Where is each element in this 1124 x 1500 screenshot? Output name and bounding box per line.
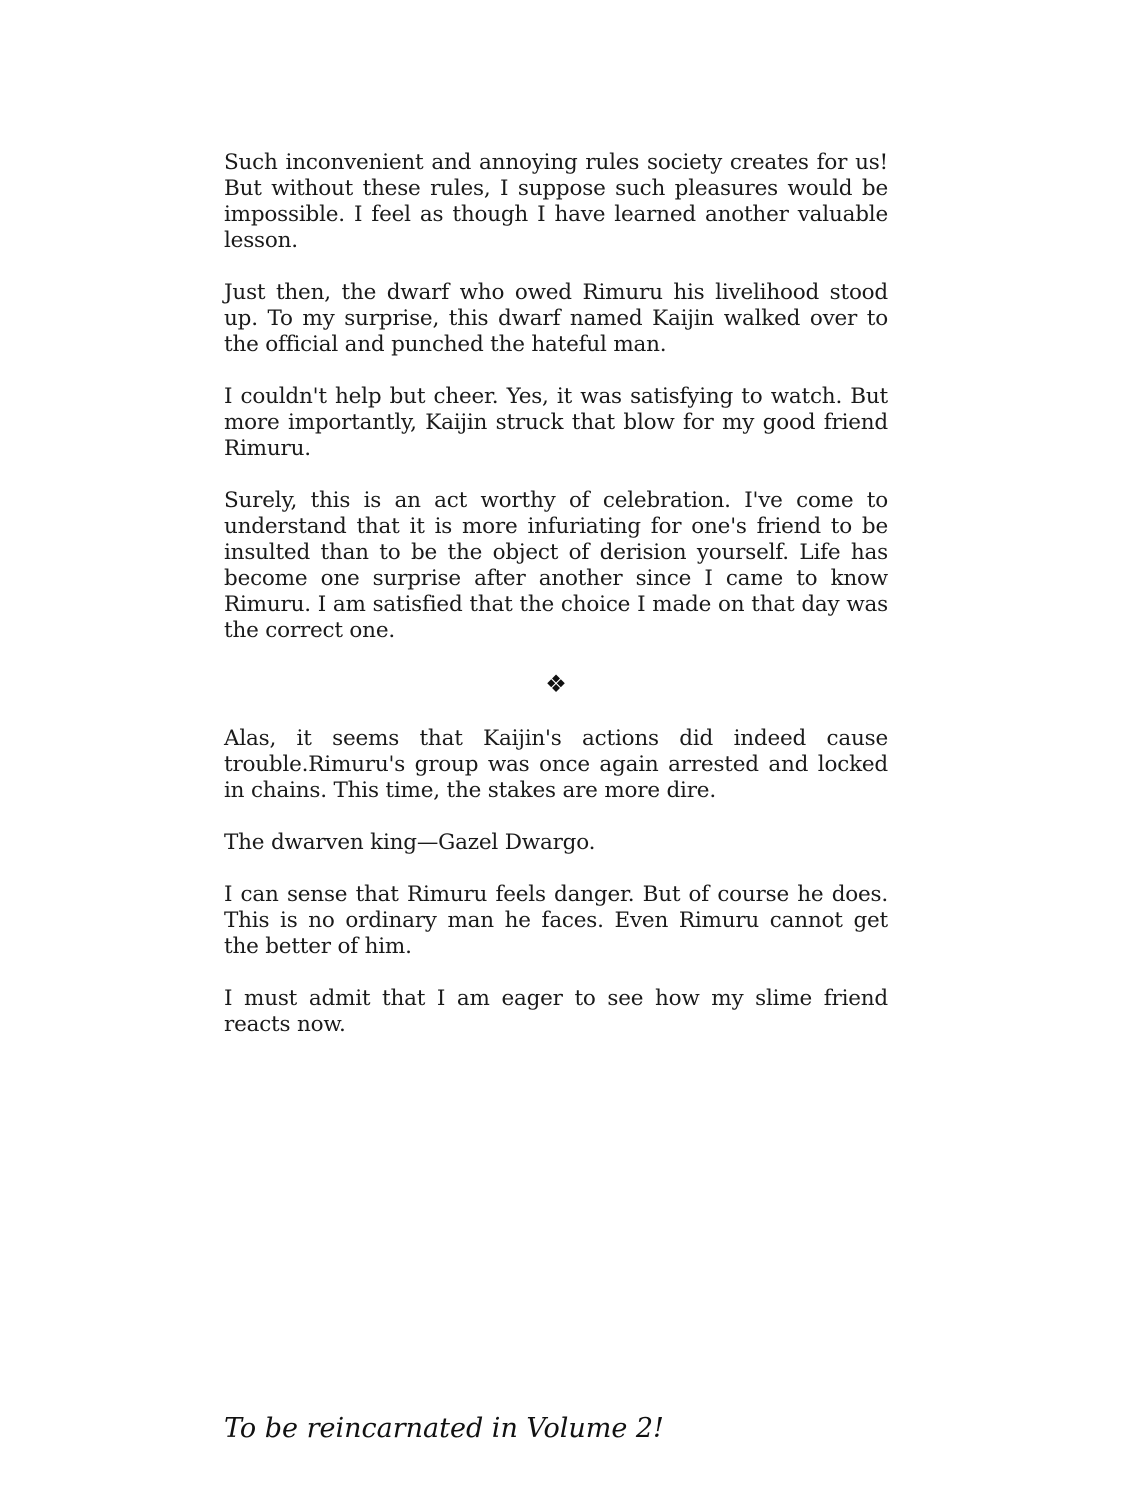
paragraph: I can sense that Rimuru feels danger. But of course he does. This is no ordinary man he faces. Even Rimuru cannot get the better of him. <box>224 882 888 959</box>
section-divider-icon: ❖ <box>545 670 567 698</box>
paragraph: I couldn't help but cheer. Yes, it was satisfying to watch. But more importantly, Kaijin struck that blow for my good friend Rimuru. <box>224 384 888 461</box>
paragraph: The dwarven king—Gazel Dwargo. <box>224 830 596 855</box>
closing-line: To be reincarnated in Volume 2! <box>224 1413 664 1444</box>
page-body <box>224 150 888 1064</box>
paragraph: Surely, this is an act worthy of celebration. I've come to understand that it is more infuriating for one's friend to be insulted than to be the object of derision yourself. Life has become one surprise after another since I came to know Rimuru. I am satisfied that the choice I made on that day was the correct one. <box>224 488 888 643</box>
paragraph: I must admit that I am eager to see how my slime friend reacts now. <box>224 986 888 1037</box>
paragraph: Such inconvenient and annoying rules society creates for us! But without these rules, I suppose such pleasures would be impossible. I feel as though I have learned another valuable lesson. <box>224 150 888 253</box>
paragraph: Alas, it seems that Kaijin's actions did indeed cause trouble.Rimuru's group was once again arrested and locked in chains. This time, the stakes are more dire. <box>224 726 888 803</box>
paragraph: Just then, the dwarf who owed Rimuru his livelihood stood up. To my surprise, this dwarf named Kaijin walked over to the official and punched the hateful man. <box>224 280 888 357</box>
